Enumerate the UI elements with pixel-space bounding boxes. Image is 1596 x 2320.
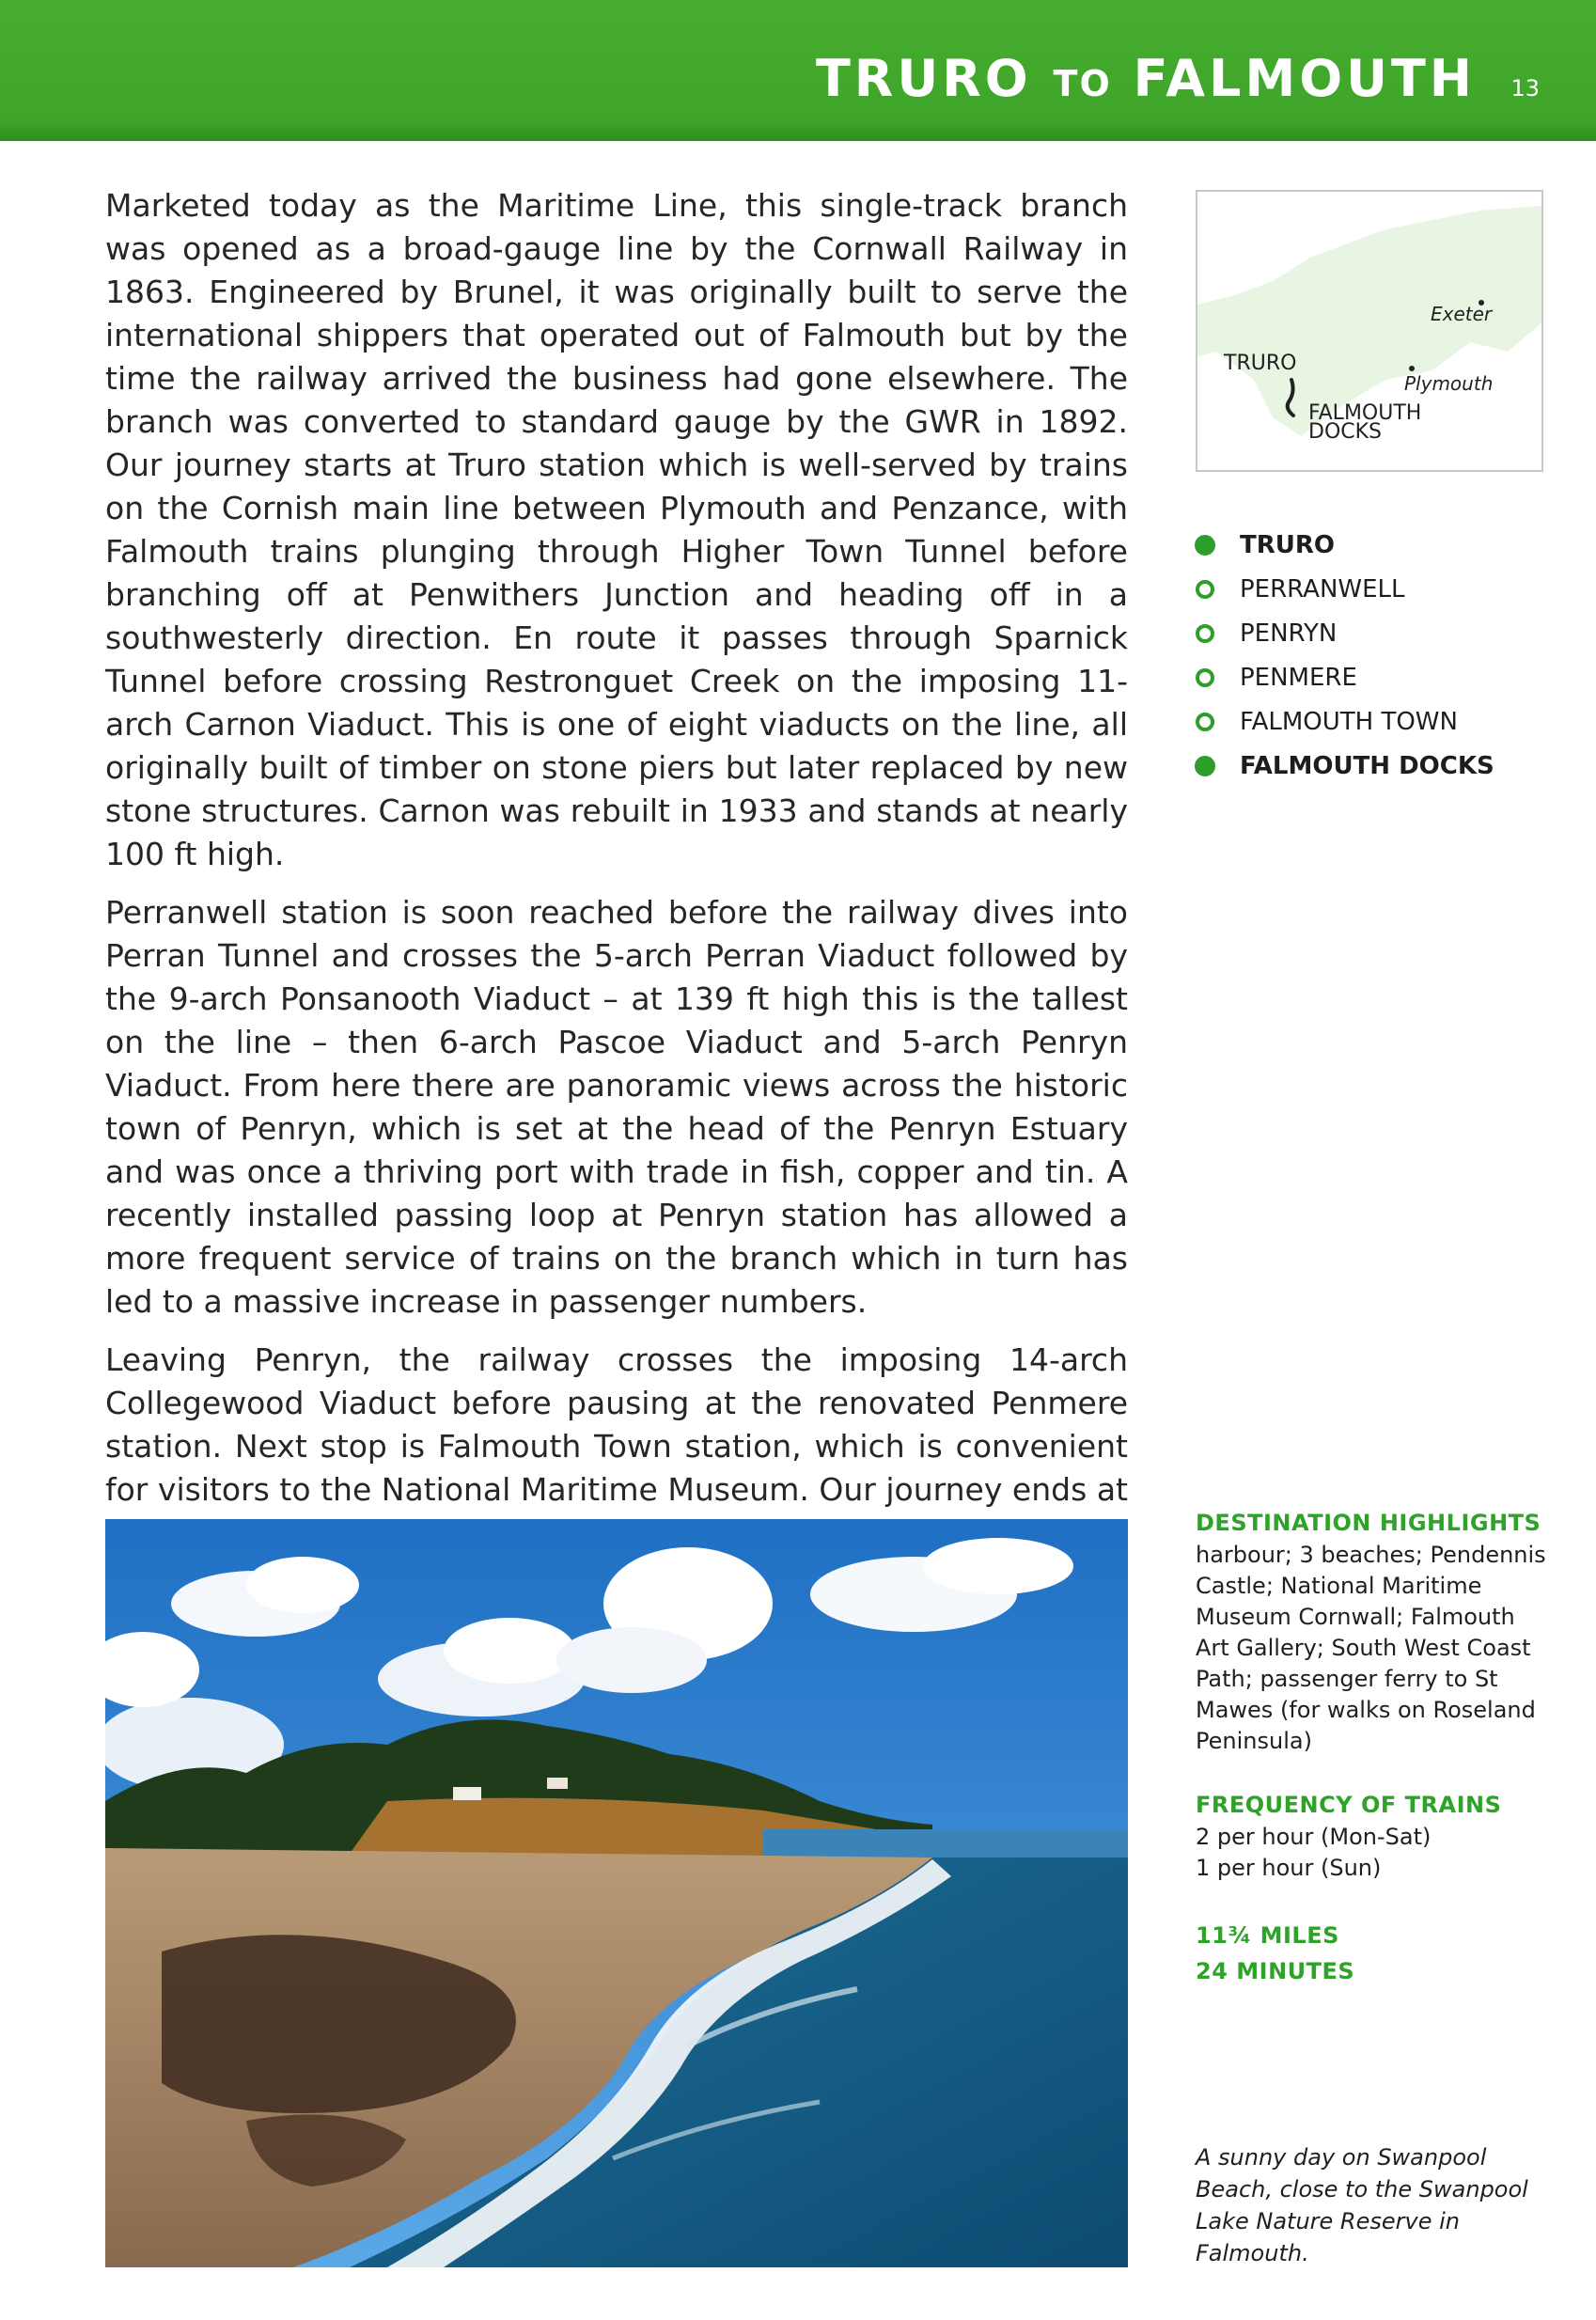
article-body bbox=[105, 184, 1128, 1613]
header-band bbox=[0, 0, 1596, 141]
page-number: 13 bbox=[1510, 75, 1540, 102]
distance-label: 11¾ MILES bbox=[1196, 1922, 1339, 1949]
station-item bbox=[1196, 523, 1562, 567]
station-item bbox=[1196, 611, 1562, 655]
station-dot-icon bbox=[1196, 668, 1214, 687]
page-title bbox=[816, 49, 1476, 108]
station-label: PENRYN bbox=[1240, 619, 1338, 648]
station-item bbox=[1196, 744, 1562, 788]
frequency-line: 1 per hour (Sun) bbox=[1196, 1855, 1382, 1881]
map-label-plymouth: Plymouth bbox=[1404, 372, 1494, 395]
paragraph-2: Perranwell station is soon reached before the railway dives into Perran Tunnel and crosses the 5-arch Perran Viaduct followed by the 9-arch Ponsanooth Viaduct – at 139 ft high this is the tallest on the line – then 6-arch Pascoe Viaduct and 5-arch Penryn Viaduct. From here there are panoramic views across the historic town of Penryn, which is set at the head of the Penryn Estuary and was once a thriving port with trade in fish, copper and tin. A recently installed passing loop at Penryn station has allowed a more frequent service of trains on the branch which in turn has led to a massive increase in passenger numbers. bbox=[105, 894, 1128, 1320]
photo-caption: A sunny day on Swanpool Beach, close to the Swanpool Lake Nature Reserve in Falmouth. bbox=[1196, 2144, 1528, 2266]
locator-map bbox=[1196, 190, 1543, 472]
paragraph-3: Leaving Penryn, the railway crosses the imposing 14-arch Collegewood Viaduct before pausing at the renovated Penmere station. Next stop is Falmouth Town station, which is convenient for visitors to the National Maritime Museum. Our journey ends at bbox=[105, 1341, 1128, 1508]
station-label: PERRANWELL bbox=[1240, 574, 1405, 604]
station-label: PENMERE bbox=[1240, 663, 1357, 692]
map-label-truro: TRURO bbox=[1224, 352, 1297, 375]
station-item bbox=[1196, 567, 1562, 611]
map-label-exeter: Exeter bbox=[1431, 303, 1493, 325]
station-dot-icon bbox=[1196, 580, 1214, 599]
highlights-heading: DESTINATION HIGHLIGHTS bbox=[1196, 1510, 1541, 1536]
train-frequency bbox=[1196, 1792, 1553, 1884]
paragraph-1: Marketed today as the Maritime Line, this single-track branch was opened as a broad-gauge line by the Cornwall Railway in 1863. Engineered by Brunel, it was originally built to serve the international shippers that operated out of Falmouth but by the time the railway arrived the business had gone elsewhere. The branch was converted to standard gauge by the GWR in 1892. Our journey starts at Truro station which is well-served by trains on the Cornish main line between Plymouth and Penzance, with Falmouth trains plunging through Higher Town Tunnel before branching off at Penwithers Junction and heading off in a southwesterly direction. En route it passes through Sparnick Tunnel before crossing Restronguet Creek on the imposing 11-arch Carnon Viaduct. This is one of eight viaducts on the line, all originally built of timber on stone piers but later replaced by new stone structures. Carnon was rebuilt in 1933 and stands at nearly 100 ft high. bbox=[105, 187, 1128, 872]
destination-highlights bbox=[1196, 1510, 1553, 1757]
title-to: TO bbox=[1053, 63, 1112, 104]
duration-label: 24 MINUTES bbox=[1196, 1958, 1355, 1984]
station-list bbox=[1196, 523, 1562, 788]
frequency-heading: FREQUENCY OF TRAINS bbox=[1196, 1792, 1502, 1818]
map-label-falmouth-line2: DOCKS bbox=[1308, 420, 1383, 444]
beach-scene bbox=[105, 1519, 1128, 2267]
station-item bbox=[1196, 699, 1562, 744]
station-item bbox=[1196, 655, 1562, 699]
terminus-dot-icon bbox=[1195, 756, 1215, 776]
station-label: FALMOUTH DOCKS bbox=[1240, 751, 1494, 780]
beach-photo bbox=[105, 1519, 1128, 2267]
station-label: FALMOUTH TOWN bbox=[1240, 707, 1458, 736]
title-part2: FALMOUTH bbox=[1133, 49, 1476, 108]
journey-stats bbox=[1196, 1918, 1553, 1989]
station-dot-icon bbox=[1196, 713, 1214, 731]
terminus-dot-icon bbox=[1195, 535, 1215, 556]
station-dot-icon bbox=[1196, 624, 1214, 643]
frequency-line: 2 per hour (Mon-Sat) bbox=[1196, 1824, 1432, 1850]
station-label: TRURO bbox=[1240, 530, 1335, 559]
highlights-text: harbour; 3 beaches; Pendennis Castle; National Maritime Museum Cornwall; Falmouth Art Gallery; South West Coast Path; passenger ferry to St Mawes (for walks on Roseland Peninsula) bbox=[1196, 1542, 1546, 1754]
map-label-falmouth-docks bbox=[1308, 401, 1422, 444]
title-part1: TRURO bbox=[815, 49, 1032, 108]
map-label-falmouth-line1: FALMOUTH bbox=[1308, 401, 1422, 425]
